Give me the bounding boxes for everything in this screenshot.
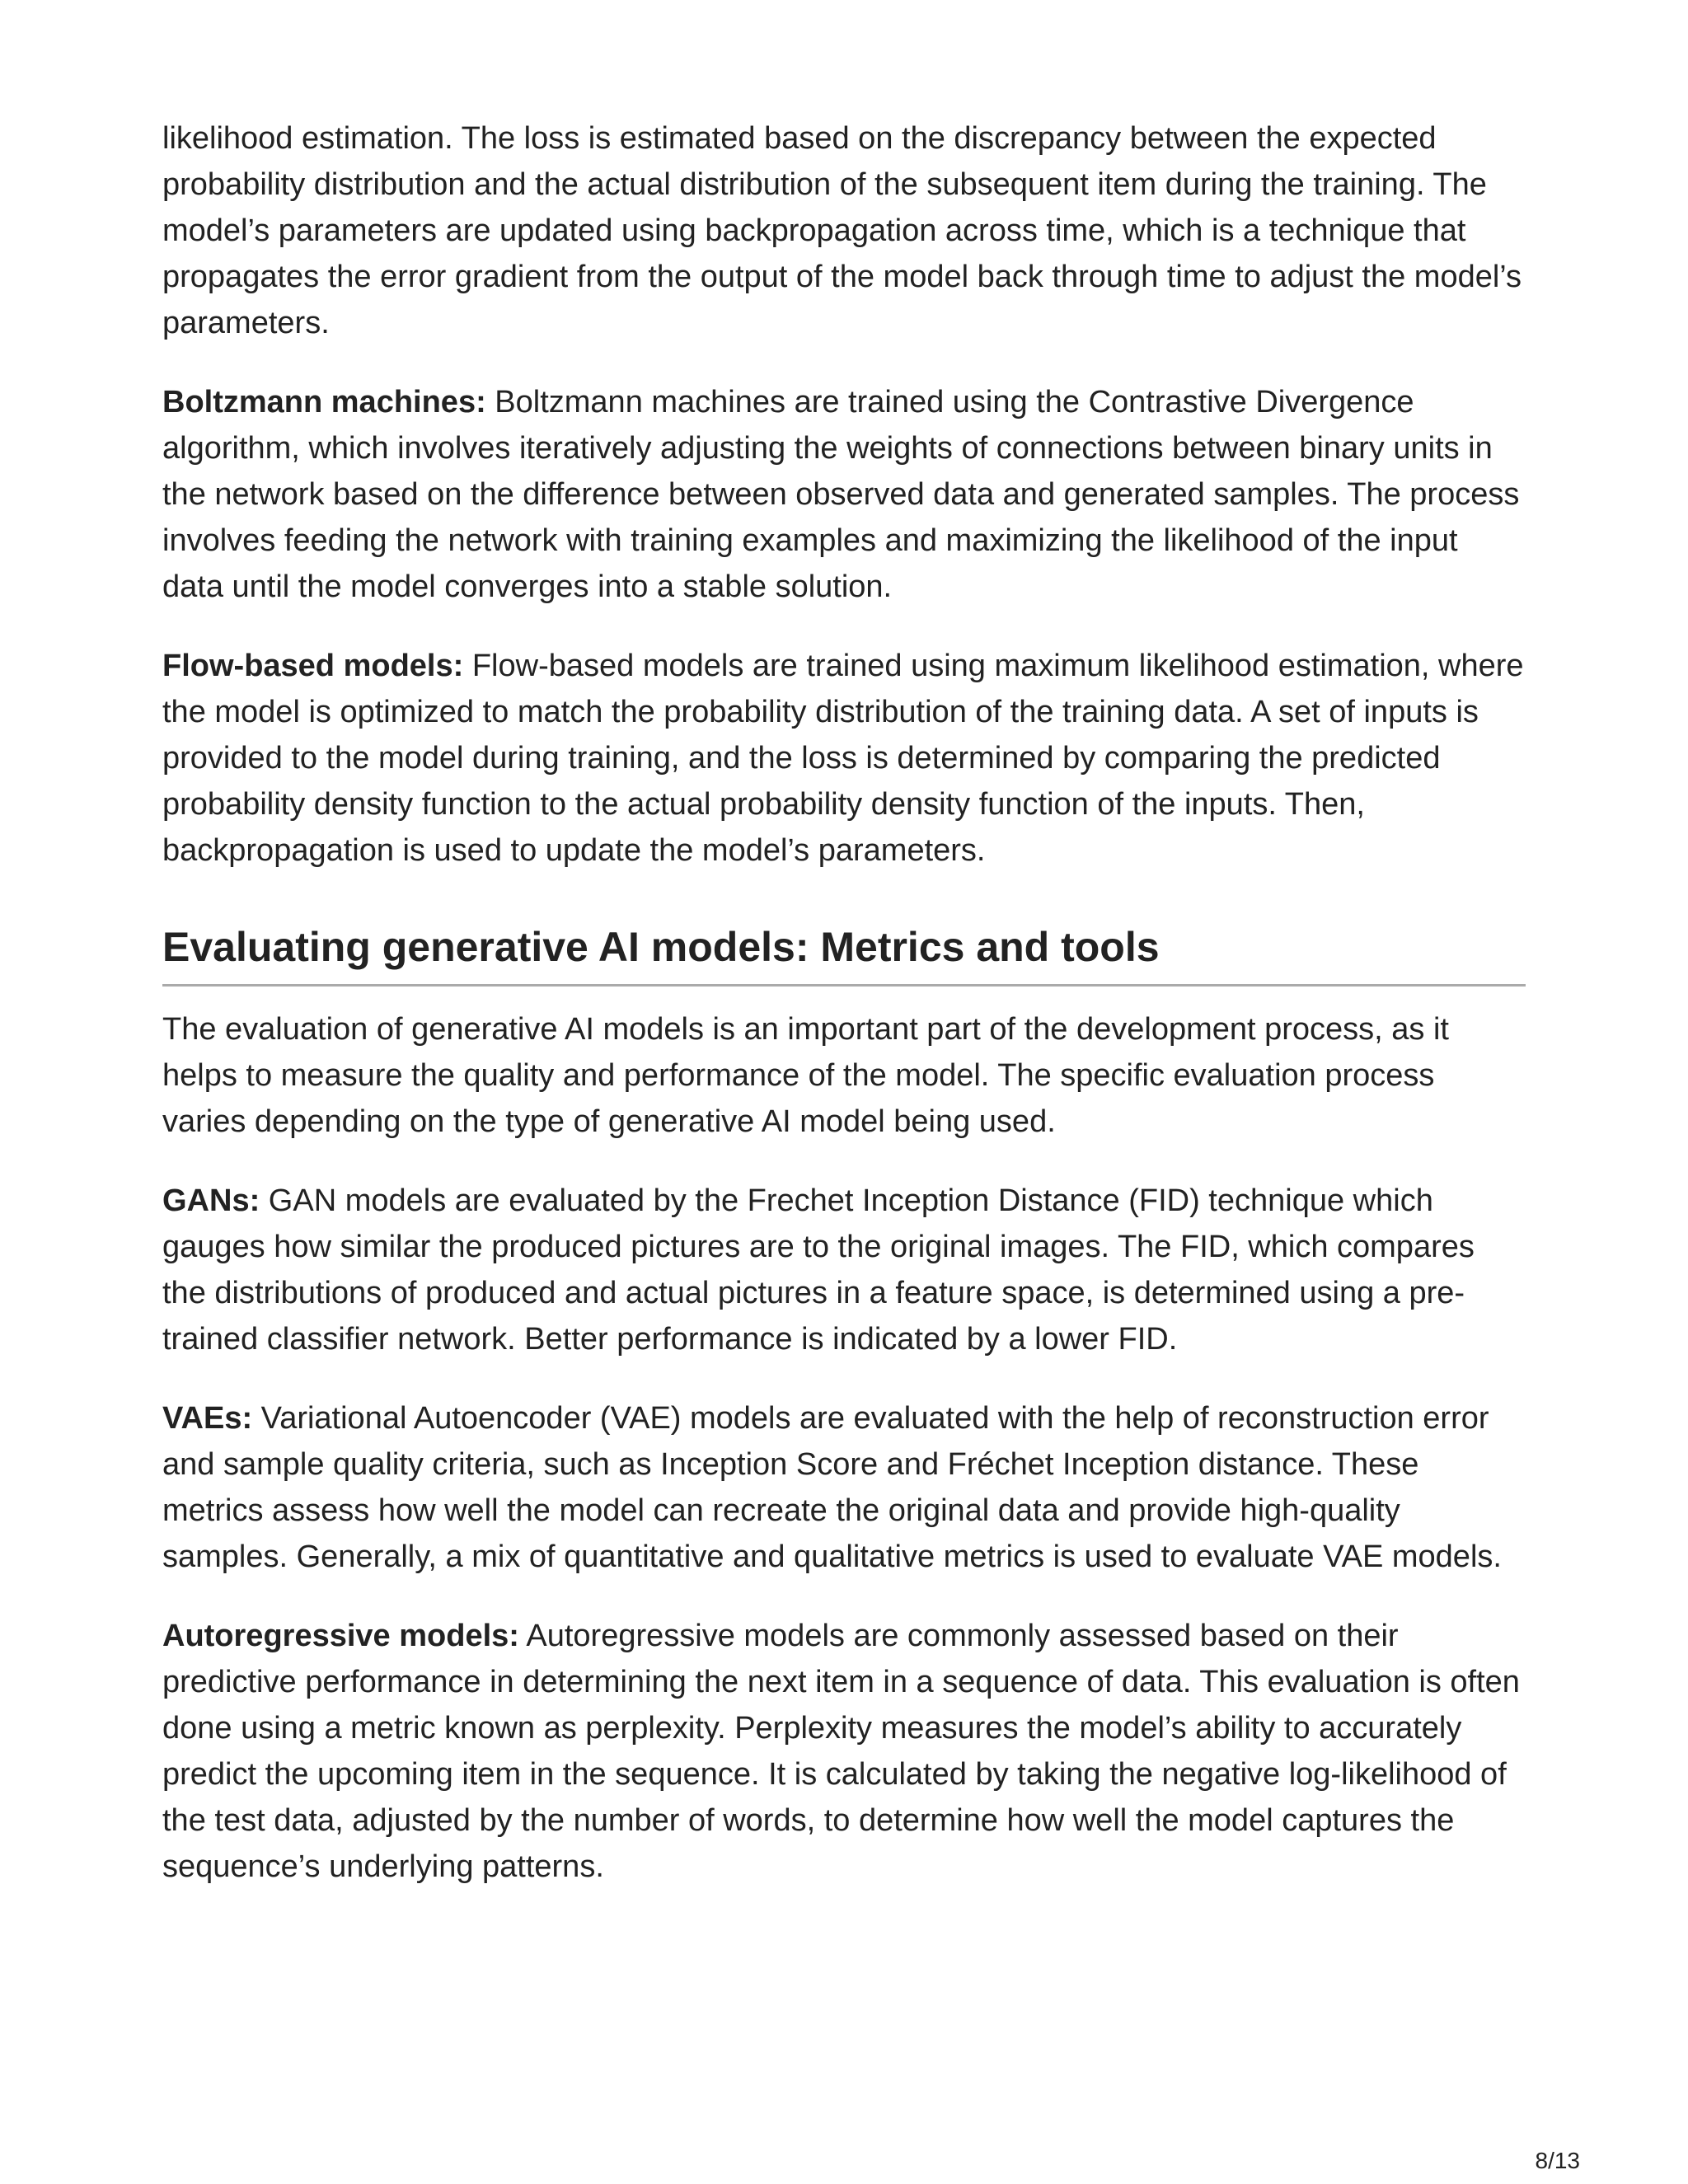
paragraph-text: GAN models are evaluated by the Frechet Inception Distance (FID) technique which gauges how similar the produced pictures are to the original images. The FID, which compares the distributions of produced and actual pictures in a feature space, is determined using a pre-trained classifier network. Better performance is indicated by a lower FID. xyxy=(162,1183,1475,1357)
paragraph-gans xyxy=(162,1178,1526,1362)
paragraph-autoregressive-models xyxy=(162,1613,1526,1890)
section-heading: Evaluating generative AI models: Metrics and tools xyxy=(162,921,1526,987)
paragraph-text: The evaluation of generative AI models is an important part of the development process, as it helps to measure the quality and performance of the model. The specific evaluation process varies depending on the type of generative AI model being used. xyxy=(162,1012,1449,1139)
paragraph-lead: VAEs: xyxy=(162,1401,253,1436)
document-body xyxy=(162,115,1526,1923)
paragraph-vaes xyxy=(162,1395,1526,1580)
paragraph-text: Variational Autoencoder (VAE) models are evaluated with the help of reconstruction error and sample quality criteria, such as Inception Score and Fréchet Inception distance. These metrics assess how well the model can recreate the original data and provide high-quality samples. Generally, a mix of quantitative and qualitative metrics is used to evaluate VAE models. xyxy=(162,1401,1502,1574)
paragraph-lead: Flow-based models: xyxy=(162,649,464,683)
page-number: 8/13 xyxy=(1535,2148,1580,2173)
paragraph-text: Flow-based models are trained using maximum likelihood estimation, where the model is optimized to match the probability distribution of the training data. A set of inputs is provided to the model during training, and the loss is determined by comparing the predicted probability density function to the actual probability density function of the inputs. Then, backpropagation is used to update the model’s parameters. xyxy=(162,649,1524,868)
paragraph-text: Boltzmann machines are trained using the Contrastive Divergence algorithm, which involves iteratively adjusting the weights of connections between binary units in the network based on the difference between observed data and generated samples. The process involves feeding the network with training examples and maximizing the likelihood of the input data until the model converges into a stable solution. xyxy=(162,385,1520,604)
paragraph-training-continuation xyxy=(162,115,1526,346)
paragraph-text: likelihood estimation. The loss is estimated based on the discrepancy between the expected probability distribution and the actual distribution of the subsequent item during the training. The model’s parameters are updated using backpropagation across time, which is a technique that propagates the error gradient from the output of the model back through time to adjust the model’s parameters. xyxy=(162,121,1522,340)
paragraph-lead: Boltzmann machines: xyxy=(162,385,486,419)
paragraph-flow-based-models xyxy=(162,643,1526,874)
paragraph-lead: GANs: xyxy=(162,1183,260,1218)
section-intro xyxy=(162,1006,1526,1145)
paragraph-lead: Autoregressive models: xyxy=(162,1619,519,1653)
paragraph-text: Autoregressive models are commonly assessed based on their predictive performance in determining the next item in a sequence of data. This evaluation is often done using a metric known as perplexity. Perplexity measures the model’s ability to accurately predict the upcoming item in the sequence. It is calculated by taking the negative log-likelihood of the test data, adjusted by the number of words, to determine how well the model captures the sequence’s underlying patterns. xyxy=(162,1619,1520,1884)
paragraph-boltzmann-machines xyxy=(162,379,1526,610)
